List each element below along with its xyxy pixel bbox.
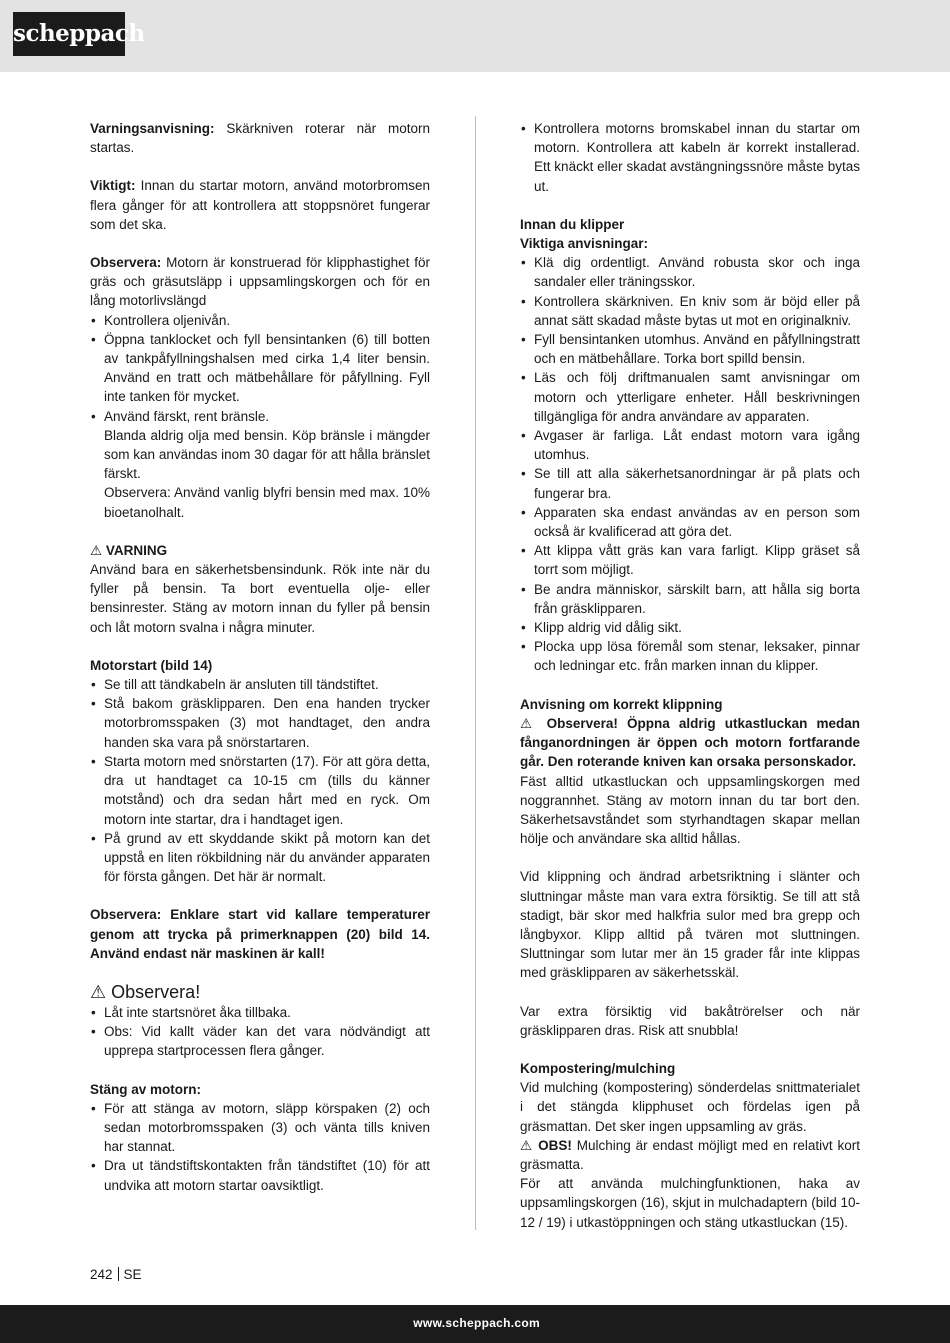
before-heading — [520, 215, 860, 234]
right-column — [520, 119, 860, 1232]
list-item: • Avgaser är farliga. Låt endast motorn vara igång utomhus. — [520, 426, 860, 464]
warning-title: VARNING — [105, 542, 168, 558]
warning-note — [90, 119, 430, 157]
list-item: • På grund av ett skyddande skikt på motorn kan det uppstå en liten rökbildning när du använder apparaten för första gången. Det här är normalt. — [90, 829, 430, 887]
list-item: • Kontrollera motorns bromskabel innan du startar om motorn. Kontrollera att kabeln är korrekt installerad. Ett knäckt eller skadat avstängningssnöre måste bytas ut. — [520, 119, 860, 196]
stop-heading-text: Stäng av motorn: — [90, 1081, 202, 1097]
warning-triangle-icon: ⚠ — [520, 1137, 534, 1153]
reverse-text: Var extra försiktig vid bakåtrörelser och när gräsklipparen dras. Risk att snubbla! — [520, 1003, 860, 1038]
cold-start-note — [90, 905, 430, 963]
observe-note-label: Observera: — [90, 255, 162, 271]
list-item: • Starta motorn med snörstarten (17). För att göra detta, dra ut handtaget ca 10-15 cm (tills du känner motstånd) och dra sedan hårt med en ryck. Om motorn inte startar, dra i handtaget igen. — [90, 752, 430, 829]
observe-note-text: Motorn är konstruerad för klipphastighet för gräs och gräsutsläpp i uppsamlingskorgen och för en lång motorlivslängd — [90, 255, 430, 309]
list-item: • Klä dig ordentligt. Använd robusta skor och inga sandaler eller träningsskor. — [520, 253, 860, 291]
mulch-obs-label: OBS! — [538, 1137, 572, 1153]
mulch-obs-text: Mulching är endast möjligt med en relativt kort gräsmatta. — [520, 1137, 860, 1172]
slope-text: Vid klippning och ändrad arbetsriktning i slänter och sluttningar måste man vara extra försiktig. Se till att stå stadigt, bär skor med halkfria sulor med bra grepp och långbyxor. Klipp alltid på tvären mot sluttningen. Sluttningar som lutar mer än 15 grader får inte klippas med gräsklipparen av säkerhetsskäl. — [520, 869, 860, 981]
list-item: • Be andra människor, särskilt barn, att hålla sig borta från gräsklipparen. — [520, 580, 860, 618]
list-item: • Låt inte startsnöret åka tillbaka. — [90, 1003, 430, 1022]
important-note-text: Innan du startar motorn, använd motorbromsen flera gånger för att kontrollera att stoppsnöret fungerar som det ska. — [90, 178, 430, 232]
list-item: • Läs och följ driftmanualen samt anvisningar om motorn och ytterligare enheter. Håll beskrivningen tillgängliga för andra användare av apparaten. — [520, 368, 860, 426]
before-subheading — [520, 234, 860, 253]
warning-triangle-icon: ⚠ — [520, 715, 538, 731]
bottom-band — [0, 1305, 950, 1343]
list-item: • Öppna tanklocket och fyll bensintanken (6) till botten av tankpåfyllningshalsen med cirka 1,4 liter bensin. Använd en tratt och mätbehållare för påfyllning. Fyll inte tanken för mycket. — [90, 330, 430, 407]
list-item: • Se till att tändkabeln är ansluten till tändstiftet. — [90, 675, 430, 694]
list-item: • Att klippa vått gräs kan vara farligt. Klipp gräset så torrt som möjligt. — [520, 541, 860, 579]
observe-note — [90, 253, 430, 311]
column-divider — [475, 116, 476, 1230]
fuel-sub-note: Blanda aldrig olja med bensin. Köp bränsle i mängder som kan användas inom 30 dagar för att hålla bränslet färskt. — [104, 427, 430, 482]
mulch-heading-text: Kompostering/mulching — [520, 1060, 676, 1076]
list-item: • Använd färskt, rent bränsle. — [90, 407, 430, 426]
mulch-obs — [520, 1136, 860, 1174]
warning-triangle-icon: ⚠ — [90, 542, 103, 558]
cold-start-note-text: Observera: Enklare start vid kallare temperaturer genom att trycka på primerknappen (20) bild 14. Använd endast när maskinen är kall! — [90, 907, 430, 961]
stop-list — [90, 1099, 430, 1195]
warning-note-text: Skärkniven roterar när motorn startas. — [90, 121, 430, 156]
list-item: • Apparaten ska endast användas av en person som också är kvalificerad att göra det. — [520, 503, 860, 541]
list-item: • Plocka upp lösa föremål som stenar, leksaker, pinnar och ledningar etc. från marken innan du klipper. — [520, 637, 860, 675]
header-band — [0, 0, 950, 72]
cut-warning — [520, 714, 860, 772]
left-column — [90, 119, 430, 1195]
list-item: • Kontrollera skärkniven. En kniv som är böjd eller på annat sätt skadad måste bytas ut mot en originalkniv. — [520, 292, 860, 330]
observe-heading — [90, 981, 430, 1003]
observe-list — [90, 1003, 430, 1061]
observe-heading-text: Observera! — [111, 981, 201, 1002]
list-item: • Stå bakom gräsklipparen. Den ena handen trycker motorbromsspaken (3) mot handtaget, den andra handen ska vara på snörstartaren. — [90, 694, 430, 752]
page-number: 242 — [90, 1267, 113, 1282]
motorstart-heading — [90, 656, 430, 675]
before-heading-text: Innan du klipper — [520, 216, 625, 232]
list-item: • Kontrollera oljenivån. — [90, 311, 430, 330]
warning-heading — [90, 541, 430, 560]
mulch-heading — [520, 1059, 860, 1078]
footer-separator — [118, 1267, 119, 1281]
mulch-text: Vid mulching (kompostering) sönderdelas snittmaterialet i det stängda klipphuset och fördelas igen på gräsmattan. Det sker ingen uppsamling av gräs. — [520, 1080, 860, 1134]
cut-text: Fäst alltid utkastluckan och uppsamlingskorgen med noggrannhet. Stäng av motorn innan du tar bort den. Säkerhetsavståndet som styrhandtagen skapar mellan hölje och användare ska alltid hållas. — [520, 773, 860, 847]
warning-triangle-icon: ⚠ — [90, 981, 107, 1002]
fuel-sub-note: Observera: Använd vanlig blyfri bensin med max. 10% bioetanolhalt. — [104, 485, 430, 520]
mulch-text-2: För att använda mulchingfunktionen, haka av uppsamlingskorgen (16), skjut in mulchadaptern (bild 10-12 / 19) i utkastöppningen och stäng utkastluckan (15). — [520, 1176, 860, 1230]
fuel-list — [90, 311, 430, 426]
before-subheading-text: Viktiga anvisningar: — [520, 236, 649, 252]
motorstart-list — [90, 675, 430, 886]
list-item: • Klipp aldrig vid dålig sikt. — [520, 618, 860, 637]
brake-cable-list — [520, 119, 860, 196]
list-item: • För att stänga av motorn, släpp körspaken (2) och sedan motorbromsspaken (3) och vänta tills kniven har stannat. — [90, 1099, 430, 1157]
list-item: • Fyll bensintanken utomhus. Använd en påfyllningstratt och en mätbehållare. Torka bort spilld bensin. — [520, 330, 860, 368]
cut-heading — [520, 695, 860, 714]
brand-logo: scheppach — [13, 12, 125, 56]
page-footer — [90, 1266, 142, 1284]
motorstart-heading-text: Motorstart (bild 14) — [90, 657, 213, 673]
cut-heading-text: Anvisning om korrekt klippning — [520, 696, 723, 712]
language-code: SE — [123, 1267, 142, 1282]
important-note — [90, 176, 430, 234]
warning-note-label: Varningsanvisning: — [90, 121, 215, 136]
website-link[interactable]: www.scheppach.com — [413, 1316, 540, 1330]
list-item: • Dra ut tändstiftskontakten från tändstiftet (10) för att undvika att motorn startar oavsiktligt. — [90, 1156, 430, 1194]
important-note-label: Viktigt: — [90, 178, 136, 194]
stop-heading — [90, 1080, 430, 1099]
warning-text: Använd bara en säkerhetsbensindunk. Rök inte när du fyller på bensin. Ta bort eventuella olje- eller bensinrester. Stäng av motorn innan du fyller på bensin och låt motorn svalna i några minuter. — [90, 562, 430, 635]
before-list — [520, 253, 860, 675]
cut-warning-text: Observera! Öppna aldrig utkastluckan medan fånganordningen är öppen och motorn fortfarande går. Den roterande kniven kan orsaka personskador. — [520, 715, 860, 770]
list-item: • Obs: Vid kallt väder kan det vara nödvändigt att upprepa startprocessen flera gånger. — [90, 1022, 430, 1060]
list-item: • Se till att alla säkerhetsanordningar är på plats och fungerar bra. — [520, 464, 860, 502]
